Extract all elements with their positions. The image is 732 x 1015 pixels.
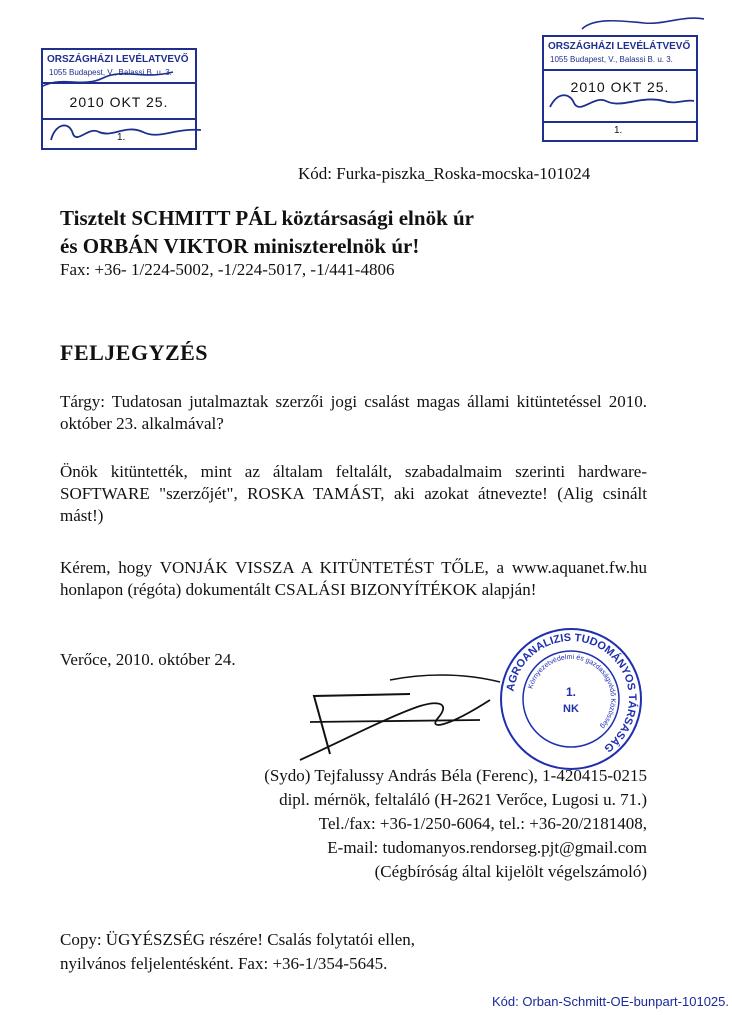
received-stamp-right	[542, 35, 698, 142]
signature-block	[264, 764, 647, 884]
signature-line: dipl. mérnök, feltaláló (H-2621 Verőce, Lugosi u. 71.)	[279, 790, 647, 809]
stamp-date: 2010 OKT 25.	[69, 94, 169, 110]
place-date: Verőce, 2010. október 24.	[60, 650, 236, 669]
document-code: Kód: Furka-piszka_Roska-mocska-101024	[298, 164, 591, 183]
author-signature	[270, 660, 510, 770]
organization-seal	[496, 624, 646, 774]
stamp-address: 1055 Budapest, V., Balassi B. u. 3.	[550, 55, 673, 64]
salutation	[60, 204, 474, 260]
body-paragraph: Önök kitüntették, mint az általam feltalált, szabadalmaim szerinti hardware-SOFTWARE "szerzőjét", ROSKA TAMÁST, aki azokat átnevezte! (Alig csinált mást!)	[60, 462, 647, 525]
stamp-org: ORSZÁGHÁZI LEVÉLÁTVEVŐ	[548, 41, 691, 52]
subject-paragraph: Tárgy: Tudatosan jutalmaztak szerzői jogi csalást magas állami kitüntetéssel 2010. október 23. alkalmával?	[60, 392, 647, 433]
received-stamp-left	[41, 48, 197, 150]
stamp-org: ORSZÁGHÁZI LEVÉLATVEVŐ	[47, 54, 189, 65]
stamp-date: 2010 OKT 25.	[570, 79, 670, 95]
seal-ring-text: AGROANALIZIS TUDOMÁNYOS TÁRSASÁG	[504, 631, 639, 755]
fax-numbers: Fax: +36- 1/224-5002, -1/224-5017, -1/441-4806	[60, 260, 395, 279]
stamp-address: 1055 Budapest, V., Balassi B. u. 3.	[49, 68, 172, 77]
request-paragraph: Kérem, hogy VONJÁK VISSZA A KITÜNTETÉST TŐLE, a www.aquanet.fw.hu honlapon (régóta) dokumentált CSALÁSI BIZONYÍTÉKOK alapján!	[60, 558, 647, 599]
signature-line: (Sydo) Tejfalussy András Béla (Ferenc), 1-420415-0215	[264, 766, 647, 785]
handwritten-signature	[544, 15, 704, 125]
salutation-line: Tisztelt SCHMITT PÁL köztársasági elnök úr	[60, 206, 475, 230]
seal-number: 1.	[565, 685, 577, 699]
stamp-number: 1.	[117, 132, 126, 143]
copy-note	[60, 928, 415, 976]
seal-inner-text: Környezetvédelmi és gazdaságvédő Közösség	[527, 653, 617, 730]
copy-line: nyilvános feljelentésként. Fax: +36-1/354-5645.	[60, 954, 388, 973]
signature-line: (Cégbíróság által kijelölt végelszámoló)	[374, 862, 647, 881]
signature-line: E-mail: tudomanyos.rendorseg.pjt@gmail.com	[327, 838, 647, 857]
copy-line: Copy: ÜGYÉSZSÉG részére! Csalás folytatói ellen,	[60, 930, 416, 949]
document-title: FELJEGYZÉS	[60, 340, 209, 365]
seal-label: NK	[563, 703, 579, 715]
handwritten-signature	[33, 58, 203, 148]
footer-code: Kód: Orban-Schmitt-OE-bunpart-101025.	[491, 994, 729, 1009]
stamp-number: 1.	[614, 125, 623, 136]
signature-line: Tel./fax: +36-1/250-6064, tel.: +36-20/2181408,	[318, 814, 647, 833]
salutation-line: és ORBÁN VIKTOR miniszterelnök úr!	[60, 234, 420, 258]
